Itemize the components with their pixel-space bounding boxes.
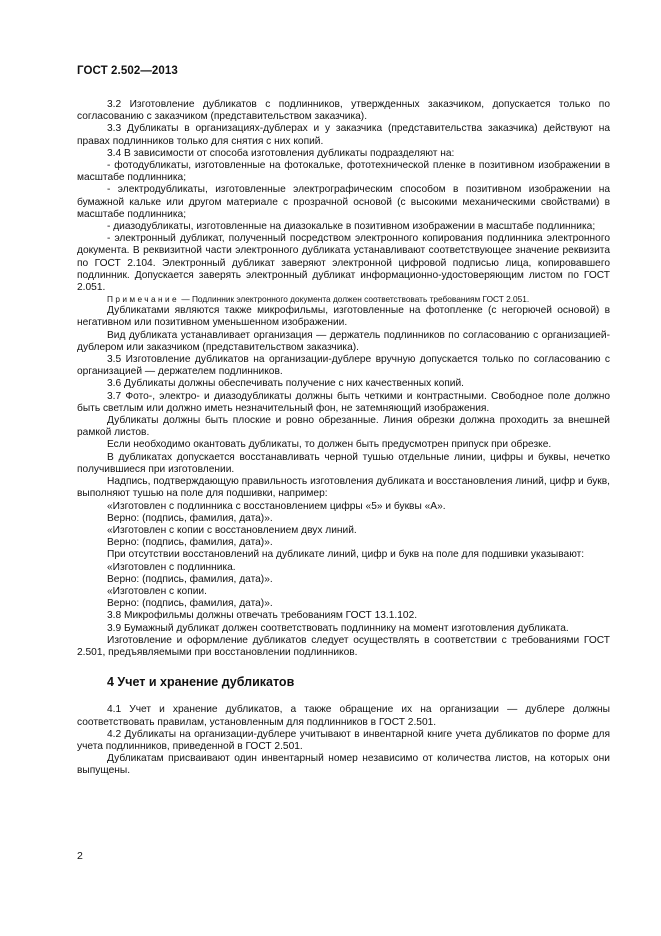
- paragraph-group-c: [77, 704, 610, 777]
- example-line: «Изготовлен с подлинника.: [107, 561, 236, 573]
- paragraph-group-a: [77, 99, 610, 294]
- paragraph: 3.8 Микрофильмы должны отвечать требованиям ГОСТ 13.1.102.: [107, 610, 418, 622]
- paragraph: Дубликаты должны быть плоские и ровно обрезанные. Линия обрезки должна проходить за внешней рамкой листов.: [77, 415, 610, 439]
- list-item: - электродубликаты, изготовленные электрографическим способом в позитивном изображении на бумажной кальке или другом материале с прозрачной основой (с высокими механическими свойствами) в масштабе подлинника;: [77, 184, 610, 220]
- paragraph: Дубликатам присваивают один инвентарный номер независимо от количества листов, на которых они выпущены.: [77, 753, 610, 777]
- paragraph: 3.7 Фото-, электро- и диазодубликаты должны быть четкими и контрастными. Свободное поле должно быть светлым или должно иметь незначительный фон, не затемняющий изображения.: [77, 390, 610, 414]
- example-line: Верно: (подпись, фамилия, дата)».: [107, 598, 273, 610]
- example-line: Верно: (подпись, фамилия, дата)».: [107, 537, 273, 549]
- paragraph: 4.2 Дубликаты на организации-дублере учитывают в инвентарной книге учета дубликатов по форме для учета подлинников, приведенной в ГОСТ 2.501.: [77, 728, 610, 752]
- document-body: [77, 99, 610, 778]
- paragraph: Изготовление и оформление дубликатов следует осуществлять в соответствии с требованиями ГОСТ 2.501, предъявляемыми при восстановлении подлинников.: [77, 634, 610, 658]
- paragraph: 3.9 Бумажный дубликат должен соответствовать подлиннику на момент изготовления дубликата.: [107, 622, 569, 634]
- page-number: 2: [77, 850, 83, 862]
- paragraph: Надпись, подтверждающую правильность изготовления дубликата и восстановления линий, цифр и букв, выполняют тушью на поле для подшивки, например:: [77, 476, 610, 500]
- example-line: «Изготовлен с копии с восстановлением двух линий.: [107, 524, 357, 536]
- paragraph: Если необходимо окантовать дубликаты, то должен быть предусмотрен припуск при обрезке.: [107, 439, 552, 451]
- note-text: — Подлинник электронного документа должен соответствовать требованиям ГОСТ 2.051.: [179, 294, 530, 305]
- section-heading: 4 Учет и хранение дубликатов: [107, 675, 295, 690]
- document-header: ГОСТ 2.502—2013: [77, 65, 178, 77]
- paragraph: 3.6 Дубликаты должны обеспечивать получение с них качественных копий.: [107, 378, 464, 390]
- note: [77, 294, 610, 305]
- paragraph: 3.2 Изготовление дубликатов с подлинников, утвержденных заказчиком, допускается только по согласованию с заказчиком (представительством заказчика).: [77, 99, 610, 123]
- paragraph: В дубликатах допускается восстанавливать черной тушью отдельные линии, цифры и буквы, нечетко получившиеся при изготовлении.: [77, 451, 610, 475]
- list-item: - фотодубликаты, изготовленные на фотокальке, фототехнической пленке в позитивном изображении в масштабе подлинника;: [77, 160, 610, 184]
- example-line: «Изготовлен с подлинника с восстановлением цифры «5» и буквы «А».: [107, 500, 446, 512]
- paragraph: 3.5 Изготовление дубликатов на организации-дублере вручную допускается только по согласованию с организацией — держателем подлинников.: [77, 354, 610, 378]
- paragraph: Вид дубликата устанавливает организация — держатель подлинников по согласованию с организацией-дублером или заказчиком (представительством заказчика).: [77, 329, 610, 353]
- paragraph: При отсутствии восстановлений на дубликате линий, цифр и букв на поле для подшивки указывают:: [107, 549, 585, 561]
- example-line: Верно: (подпись, фамилия, дата)».: [107, 512, 273, 524]
- example-line: «Изготовлен с копии.: [107, 585, 207, 597]
- paragraph: 3.3 Дубликаты в организациях-дублерах и у заказчика (представительства заказчика) действуют на правах подлинников только для снятия с них копий.: [77, 123, 610, 147]
- list-item: - электронный дубликат, полученный посредством электронного копирования подлинника электронного документа. В реквизитной части электронного дубликата устанавливают соответствующее значение реквизита по ГОСТ 2.104. Электронный дубликат заверяют электронной цифровой подписью лица, копировавшего подлинник. Допускается заверять электронный дубликат информационно-удостоверяющим листом по ГОСТ 2.051.: [77, 233, 610, 294]
- paragraph: Дубликатами являются также микрофильмы, изготовленные на фотопленке (с негорючей основой) в негативном или позитивном уменьшенном изображении.: [77, 305, 610, 329]
- note-label: Примечание: [107, 294, 180, 305]
- paragraph: 4.1 Учет и хранение дубликатов, а также обращение их на организации — дублере должны соответствовать правилам, установленным для подлинников в ГОСТ 2.501.: [77, 704, 610, 728]
- paragraph: 3.4 В зависимости от способа изготовления дубликаты подразделяют на:: [107, 147, 455, 159]
- example-line: Верно: (подпись, фамилия, дата)».: [107, 573, 273, 585]
- paragraph-group-b: [77, 305, 610, 659]
- list-item: - диазодубликаты, изготовленные на диазокальке в позитивном изображении в масштабе подлинника;: [107, 221, 596, 233]
